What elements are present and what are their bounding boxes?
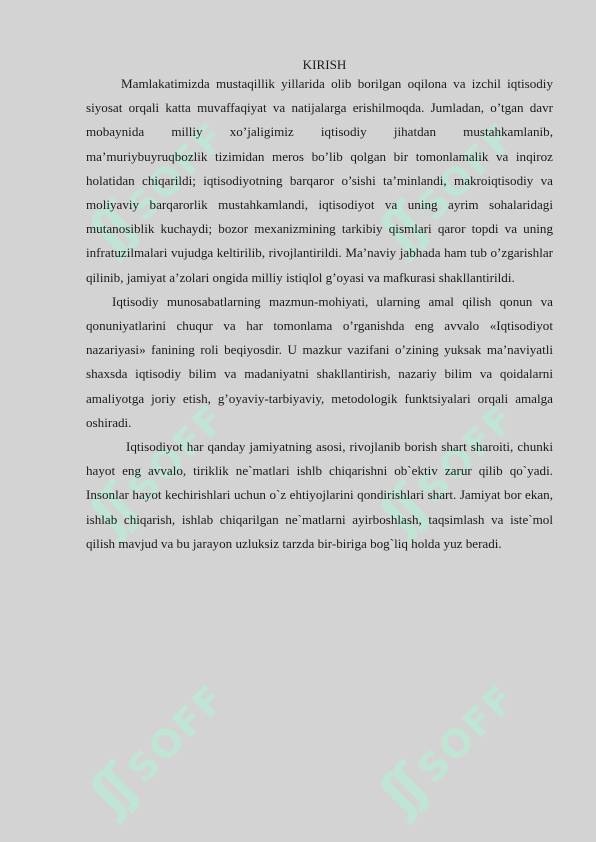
watermark-word: SOFF [408,675,525,792]
watermark-logo [78,665,237,824]
paragraph-1: Mamlakatimizda mustaqillik yillarida olib borilgan oqilona va izchil iqtisodiy siyosat orqali katta muvaffaqiyat va natijalarga erishilmoqda. Jumladan, o’tgan davr mobaynida milliy xo’jaligimiz iqtisodiy jihatdan mustahkamlanib, ma’muriybuyruqbozlik tizimidan meros bo’lib qolgan bir tomonlamalik va inqiroz holatidan chiqarildi; iqtisodiyotning barqaror o’sishi ta’minlandi, makroiqtisodiy va moliyaviy barqarorlik mustahkamlandi, iqtisodiyot va uning ayrim sohalaridagi mutanosiblik kuchaydi; bozor mexanizmining tarkibiy qismlari qaror topdi va uning infratuzilmalari vujudga keltirilib, rivojlantirildi. Ma’naviy jabhada ham tub o’zgarishlar qilinib, jamiyat a’zolari ongida milliy istiqlol g’oyasi va mafkurasi shakllantirildi. [86,76,553,285]
paragraph-2: Iqtisodiy munosabatlarning mazmun-mohiyati, ularning amal qilish qonun va qonuniyatlarini chuqur va har tomonlama o’rganishda eng avvalo «Iqtisodiyot nazariyasi» fanining roli beqiyosdir. U mazkur vazifani o’zining yuksak ma’naviyatli shaxsda iqtisodiy bilim va madaniyatni shakllantirish, nazariy bilim va qoidalarni amaliyotga joriy etish, g’oyaviy-tarbiyaviy, metodologik funktsiyalari orqali amalga oshiradi. [86,293,553,430]
watermark-word: SOFF [408,113,525,230]
watermark-mark: ʃʃ [368,194,436,263]
page-title: KIRISH [302,57,347,72]
watermark-mark: ʃʃ [78,756,146,825]
watermark-word: SOFF [408,395,525,512]
document-body [86,58,553,556]
watermark-mark: ʃʃ [78,194,146,263]
watermark-word: SOFF [118,675,235,792]
watermark-word: SOFF [118,395,235,512]
watermark-mark: ʃʃ [368,476,436,545]
watermark-mark: ʃʃ [78,476,146,545]
paragraph-3: Iqtisodiyot har qanday jamiyatning asosi, rivojlanib borish shart sharoiti, chunki hayot eng avvalo, tiriklik ne`matlari ishlb chiqarishni ob`ektiv zarur qilib qo`yadi. Insonlar hayot kechirishlari uchun o`z ehtiyojlarini qondirishlari shart. Jamiyat bor ekan, ishlab chiqarish, ishlab chiqarilgan ne`matlarni ayirboshlash, taqsimlash va iste`mol qilish mavjud va bu jarayon uzluksiz tarzda bir-biriga bog`liq holda yuz beradi. [86,439,553,551]
watermark-logo [368,665,527,824]
watermark-mark: ʃʃ [368,756,436,825]
watermark-word: SOFF [118,113,235,230]
